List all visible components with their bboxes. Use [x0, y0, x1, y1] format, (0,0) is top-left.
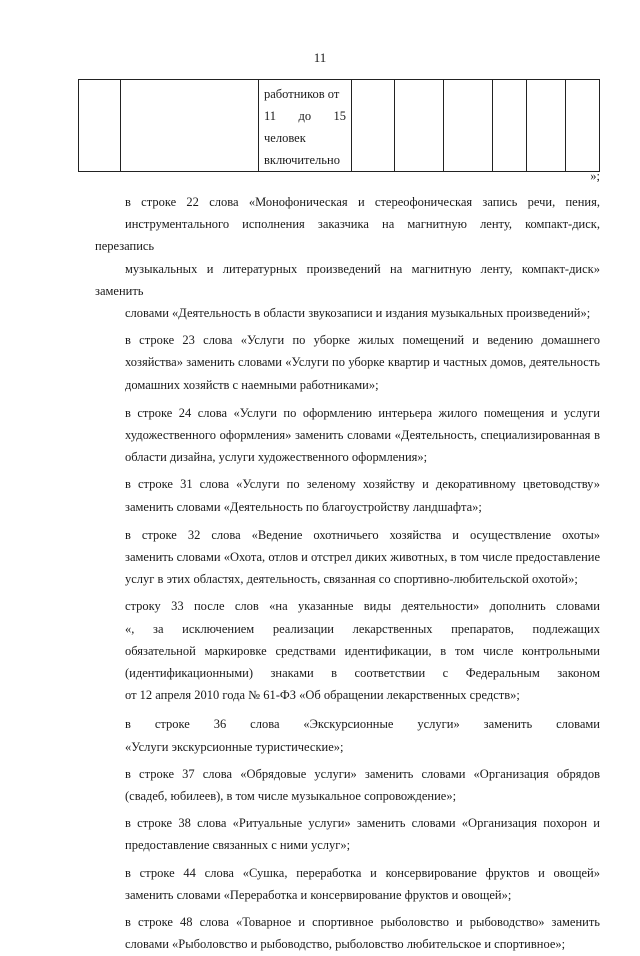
- paragraph-line: строку 33 после слов «на указанные виды деятельности» дополнить словами: [125, 599, 600, 614]
- amendments-body: [95, 186, 600, 956]
- paragraph-line: хозяйства» заменить словами «Услуги по уборке квартир и частных домов, деятельность: [125, 355, 600, 370]
- table-cell-description: [259, 80, 352, 172]
- paragraph-line: словами «Рыболовство и рыбоводство, рыболовство любительское и спортивное»;: [125, 937, 566, 952]
- paragraph-line: области дизайна, услуги художественного оформления»;: [125, 450, 428, 465]
- paragraph-line: в строке 38 слова «Ритуальные услуги» заменить словами «Организация похорон и: [125, 816, 600, 831]
- paragraph-line: заменить словами «Переработка и консервирование фруктов и овощей»;: [125, 887, 512, 902]
- paragraph-line: заменить словами «Деятельность по благоустройству ландшафта»;: [125, 499, 482, 514]
- table-closing-quote: »;: [590, 169, 600, 183]
- paragraph-line: в строке 44 слова «Сушка, переработка и консервирование фруктов и овощей»: [125, 865, 600, 880]
- paragraph-line: словами «Деятельность в области звукозаписи и издания музыкальных произведений»;: [125, 306, 591, 321]
- cell-line: работников от: [264, 87, 340, 101]
- paragraph-line: в строке 37 слова «Обрядовые услуги» заменить словами «Организация обрядов: [125, 766, 600, 781]
- paragraph-line: художественного оформления» заменить словами «Деятельность, специализированная в: [125, 428, 600, 443]
- table-cell: [493, 80, 527, 172]
- paragraph-line: от 12 апреля 2010 года № 61-ФЗ «Об обращении лекарственных средств»;: [125, 688, 520, 703]
- paragraph-line: в строке 48 слова «Товарное и спортивное рыболовство и рыбоводство» заменить: [125, 915, 600, 930]
- paragraph-line: инструментального исполнения заказчика на магнитную ленту, компакт-диск, перезапись: [95, 217, 600, 254]
- paragraph-line: заменить словами «Охота, отлов и отстрел диких животных, в том числе предоставление: [125, 550, 600, 565]
- table-cell: [566, 80, 600, 172]
- amendment-paragraph: [95, 595, 600, 706]
- amendment-paragraph: [95, 812, 600, 856]
- amendment-paragraph: [95, 911, 600, 955]
- paragraph-line: в строке 31 слова «Услуги по зеленому хозяйству и декоративному цветоводству»: [125, 477, 600, 492]
- paragraph-line: «, за исключением реализации лекарственных препаратов, подлежащих: [125, 621, 600, 636]
- paragraph-line: обязательной маркировке средствами идентификации, в том числе контрольными: [125, 643, 600, 658]
- amendment-paragraph: [95, 402, 600, 469]
- table-cell: [444, 80, 493, 172]
- paragraph-line: (свадеб, юбилеев), в том числе музыкальное сопровождение»;: [125, 789, 457, 804]
- amendment-paragraph: [95, 473, 600, 517]
- cell-word: до: [298, 109, 312, 123]
- amendment-paragraph: [95, 763, 600, 807]
- paragraph-line: (идентификационными) знаками в соответствии с Федеральным законом: [125, 666, 600, 681]
- paragraph-line: домашних хозяйств с наемными работниками»;: [125, 377, 379, 392]
- cell-line: человек: [264, 131, 306, 145]
- cell-line: [264, 105, 346, 127]
- paragraph-line: услуг в этих областях, деятельность, связанная со спортивно-любительской охотой»;: [125, 572, 578, 587]
- cell-line: включительно: [264, 153, 340, 167]
- paragraph-line: в строке 22 слова «Монофоническая и стереофоническая запись речи, пения,: [125, 195, 600, 209]
- paragraph-line: в строке 36 слова «Экскурсионные услуги» заменить словами: [125, 717, 600, 732]
- cell-word: 11: [264, 109, 277, 123]
- amendment-paragraph: [95, 862, 600, 906]
- cell-word: 15: [333, 109, 346, 123]
- page-number: 11: [313, 50, 327, 65]
- amendment-paragraph: [95, 191, 600, 324]
- table-cell: [395, 80, 444, 172]
- table-fragment: [78, 79, 600, 172]
- paragraph-line: «Услуги экскурсионные туристические»;: [125, 739, 344, 754]
- paragraph-line: в строке 23 слова «Услуги по уборке жилых помещений и ведению домашнего: [125, 333, 600, 348]
- amendment-paragraph: [95, 329, 600, 396]
- amendment-paragraph: [95, 713, 600, 757]
- table-cell: [352, 80, 395, 172]
- table-cell: [527, 80, 566, 172]
- paragraph-line: в строке 32 слова «Ведение охотничьего хозяйства и осуществление охоты»: [125, 527, 600, 542]
- paragraph-line: музыкальных и литературных произведений на магнитную ленту, компакт-диск» заменить: [95, 261, 600, 298]
- paragraph-line: в строке 24 слова «Услуги по оформлению интерьера жилого помещения и услуги: [125, 405, 600, 420]
- table-cell: [121, 80, 259, 172]
- table-cell: [79, 80, 121, 172]
- paragraph-line: предоставление связанных с ними услуг»;: [125, 838, 351, 853]
- amendment-paragraph: [95, 524, 600, 591]
